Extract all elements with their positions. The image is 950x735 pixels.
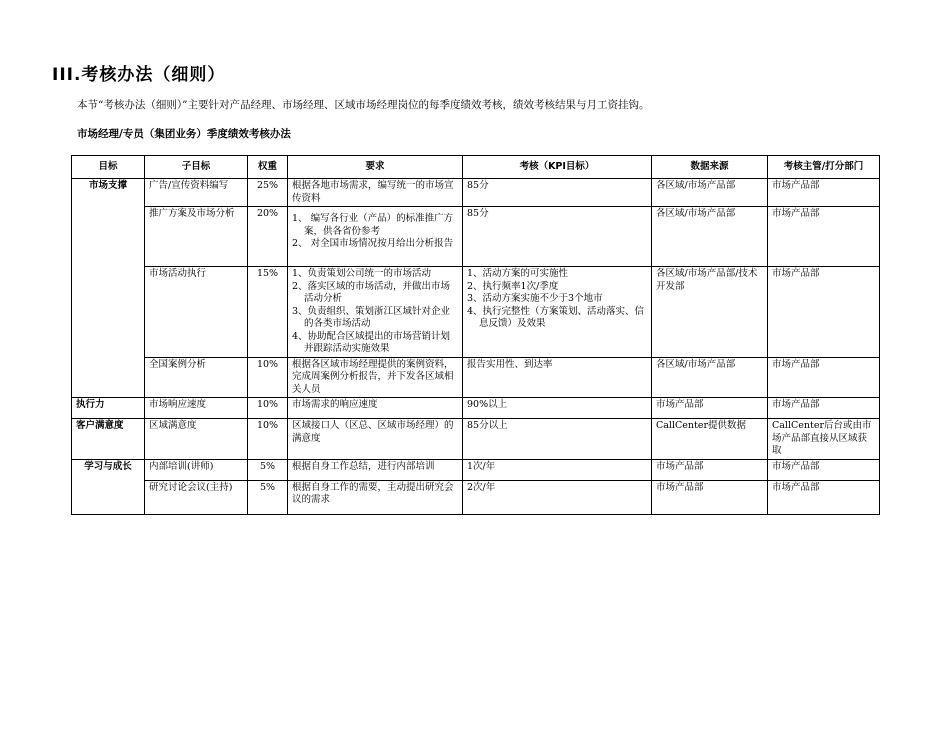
cell-scoring-dept: 市场产品部 (768, 459, 880, 480)
table-row (72, 480, 880, 514)
cell-requirement: 根据各地市场需求，编写统一的市场宣传资料 (288, 179, 463, 207)
cell-sub-target: 广告/宣传资料编写 (145, 179, 248, 207)
cell-scoring-dept: 市场产品部 (768, 267, 880, 358)
cell-weight: 15% (248, 267, 288, 358)
cell-sub-target: 市场活动执行 (145, 267, 248, 358)
header-requirement: 要求 (288, 156, 463, 179)
cell-requirement: 根据自身工作的需要，主动提出研究会议的需求 (288, 480, 463, 514)
cell-scoring-dept: 市场产品部 (768, 207, 880, 267)
table-header-row (72, 156, 880, 179)
table-row (72, 267, 880, 358)
cell-scoring-dept: 市场产品部 (768, 398, 880, 419)
cell-kpi: 报告实用性、到达率 (463, 357, 652, 398)
cell-data-source: 市场产品部 (652, 480, 768, 514)
cell-weight: 20% (248, 207, 288, 267)
cell-requirement: 市场需求的响应速度 (288, 398, 463, 419)
kpi-table (71, 155, 880, 515)
cell-sub-target: 全国案例分析 (145, 357, 248, 398)
cell-data-source: 各区域/市场产品部 (652, 179, 768, 207)
table-row (72, 357, 880, 398)
cell-data-source: 市场产品部 (652, 459, 768, 480)
cell-kpi: 85分 (463, 207, 652, 267)
header-sub-target: 子目标 (145, 156, 248, 179)
table-row (72, 398, 880, 419)
group-learning-growth: 学习与成长 (72, 459, 145, 514)
cell-kpi: 90%以上 (463, 398, 652, 419)
cell-weight: 10% (248, 357, 288, 398)
table-title: 市场经理/专员（集团业务）季度绩效考核办法 (77, 128, 291, 140)
cell-kpi: 1次/年 (463, 459, 652, 480)
cell-requirement: 区域接口人（区总、区域市场经理）的满意度 (288, 419, 463, 460)
cell-requirement: 1、 编写各行业（产品）的标准推广方案，供各省份参考 2、 对全国市场情况按月给出分析报告 (288, 207, 463, 267)
cell-weight: 10% (248, 398, 288, 419)
table-row (72, 179, 880, 207)
cell-sub-target: 推广方案及市场分析 (145, 207, 248, 267)
group-execution: 执行力 (72, 398, 145, 419)
cell-data-source: 各区域/市场产品部/技术开发部 (652, 267, 768, 358)
table-row (72, 419, 880, 460)
cell-sub-target: 区域满意度 (145, 419, 248, 460)
header-data-source: 数据来源 (652, 156, 768, 179)
cell-requirement: 1、负责策划公司统一的市场活动 2、落实区域的市场活动，并做出市场活动分析 3、负责组织、策划浙江区域针对企业的各类市场活动 4、协助配合区域提出的市场营销计划并跟踪活动实施效果 (288, 267, 463, 358)
cell-weight: 10% (248, 419, 288, 460)
cell-scoring-dept: 市场产品部 (768, 480, 880, 514)
cell-kpi: 85分以上 (463, 419, 652, 460)
cell-sub-target: 内部培训(讲师) (145, 459, 248, 480)
cell-data-source: CallCenter提供数据 (652, 419, 768, 460)
header-target: 目标 (72, 156, 145, 179)
cell-weight: 25% (248, 179, 288, 207)
cell-data-source: 市场产品部 (652, 398, 768, 419)
header-weight: 权重 (248, 156, 288, 179)
cell-weight: 5% (248, 480, 288, 514)
table-row (72, 207, 880, 267)
intro-paragraph: 本节“考核办法（细则）”主要针对产品经理、市场经理、区域市场经理岗位的每季度绩效考核，绩效考核结果与月工资挂钩。 (77, 99, 650, 111)
cell-weight: 5% (248, 459, 288, 480)
group-customer-satisfaction: 客户满意度 (72, 419, 145, 460)
table-row (72, 459, 880, 480)
cell-sub-target: 研究讨论会议(主持) (145, 480, 248, 514)
cell-scoring-dept: 市场产品部 (768, 179, 880, 207)
cell-scoring-dept: 市场产品部 (768, 357, 880, 398)
header-kpi: 考核（KPI目标） (463, 156, 652, 179)
cell-kpi: 1、活动方案的可实施性 2、执行频率1次/季度 3、活动方案实施不少于3个地市 4、执行完整性（方案策划、活动落实、信息反馈）及效果 (463, 267, 652, 358)
cell-data-source: 各区域/市场产品部 (652, 357, 768, 398)
cell-scoring-dept: CallCenter后台或由市场产品部直接从区域获取 (768, 419, 880, 460)
cell-requirement: 根据自身工作总结，进行内部培训 (288, 459, 463, 480)
header-scoring-dept: 考核主管/打分部门 (768, 156, 880, 179)
cell-sub-target: 市场响应速度 (145, 398, 248, 419)
group-market-support: 市场支撑 (72, 179, 145, 398)
section-heading: III.考核办法（细则） (52, 65, 226, 85)
cell-kpi: 85分 (463, 179, 652, 207)
cell-requirement: 根据各区域市场经理提供的案例资料，完成周案例分析报告，并下发各区域相关人员 (288, 357, 463, 398)
cell-kpi: 2次/年 (463, 480, 652, 514)
cell-data-source: 各区域/市场产品部 (652, 207, 768, 267)
